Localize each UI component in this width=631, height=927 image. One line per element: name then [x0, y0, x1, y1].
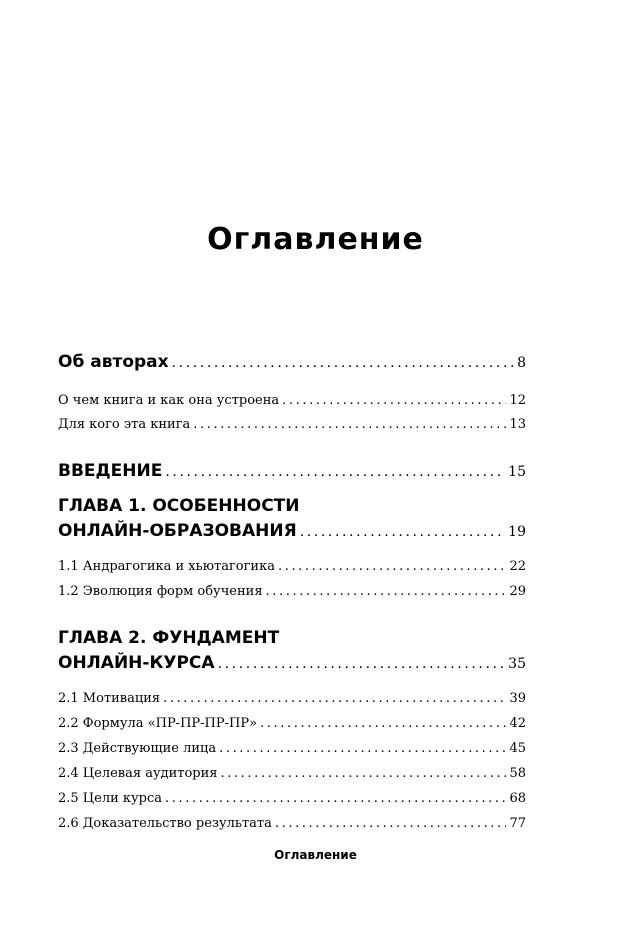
- dot-leader: [165, 791, 506, 806]
- toc-entry-section-2-1[interactable]: [58, 691, 526, 706]
- toc-entry-label: 1.1 Андрагогика и хьютагогика: [58, 559, 275, 574]
- toc-entry-label: ОНЛАЙН-ОБРАЗОВАНИЯ: [58, 521, 297, 541]
- running-footer: Оглавление: [274, 848, 357, 862]
- toc-entry-label: Об авторах: [58, 352, 169, 372]
- toc-page-number: 29: [509, 584, 526, 599]
- toc-page-number: 77: [509, 816, 526, 831]
- dot-leader: [193, 417, 506, 432]
- dot-leader: [218, 656, 506, 672]
- toc-page-number: 35: [508, 656, 526, 672]
- toc-entry-section-2-3[interactable]: [58, 741, 526, 756]
- dot-leader: [260, 716, 506, 731]
- toc-page-number: 19: [508, 524, 526, 540]
- toc-page-number: 12: [509, 393, 526, 408]
- toc-entry-about-book[interactable]: [58, 393, 526, 408]
- toc-entry-label: 2.6 Доказательство результата: [58, 816, 272, 831]
- dot-leader: [172, 355, 514, 371]
- dot-leader: [275, 816, 507, 831]
- dot-leader: [165, 464, 505, 480]
- chapter-2-heading-line1[interactable]: ГЛАВА 2. ФУНДАМЕНТ: [58, 628, 280, 648]
- toc-entry-label: ОНЛАЙН-КУРСА: [58, 653, 215, 673]
- toc-entry-label: 2.3 Действующие лица: [58, 741, 217, 756]
- toc-entry-label: 2.5 Цели курса: [58, 791, 163, 806]
- toc-entry-section-1-2[interactable]: [58, 584, 526, 599]
- toc-entry-section-2-5[interactable]: [58, 791, 526, 806]
- toc-page-number: 13: [509, 417, 526, 432]
- toc-entry-chapter-1[interactable]: [58, 521, 526, 541]
- dot-leader: [219, 741, 506, 756]
- toc-entry-label: О чем книга и как она устроена: [58, 393, 280, 408]
- dot-leader: [300, 524, 505, 540]
- toc-page-number: 45: [509, 741, 526, 756]
- toc-page-number: 58: [509, 766, 526, 781]
- toc-entry-section-2-2[interactable]: [58, 716, 526, 731]
- dot-leader: [278, 559, 506, 574]
- toc-entry-section-2-6[interactable]: [58, 816, 526, 831]
- chapter-1-heading-line1[interactable]: ГЛАВА 1. ОСОБЕННОСТИ: [58, 496, 300, 516]
- toc-entry-section-1-1[interactable]: [58, 559, 526, 574]
- dot-leader: [163, 691, 506, 706]
- toc-page-number: 22: [509, 559, 526, 574]
- dot-leader: [220, 766, 506, 781]
- toc-entry-label: 2.1 Мотивация: [58, 691, 161, 706]
- toc-entry-about-authors[interactable]: [58, 352, 526, 372]
- dot-leader: [282, 393, 506, 408]
- toc-page-number: 8: [517, 355, 526, 371]
- toc-entry-chapter-2[interactable]: [58, 653, 526, 673]
- toc-entry-label: 2.4 Целевая аудитория: [58, 766, 218, 781]
- toc-page-number: 68: [509, 791, 526, 806]
- toc-entry-label: 2.2 Формула «ПР-ПР-ПР-ПР»: [58, 716, 258, 731]
- toc-page-number: 15: [508, 464, 526, 480]
- toc-entry-label: Для кого эта книга: [58, 417, 191, 432]
- dot-leader: [266, 584, 507, 599]
- toc-entry-label: 1.2 Эволюция форм обучения: [58, 584, 263, 599]
- toc-entry-section-2-4[interactable]: [58, 766, 526, 781]
- toc-entry-label: ВВЕДЕНИЕ: [58, 461, 163, 481]
- toc-page-number: 42: [509, 716, 526, 731]
- toc-entry-for-whom[interactable]: [58, 417, 526, 432]
- page-title: Оглавление: [207, 222, 424, 257]
- toc-entry-intro[interactable]: [58, 461, 526, 481]
- toc-page-number: 39: [509, 691, 526, 706]
